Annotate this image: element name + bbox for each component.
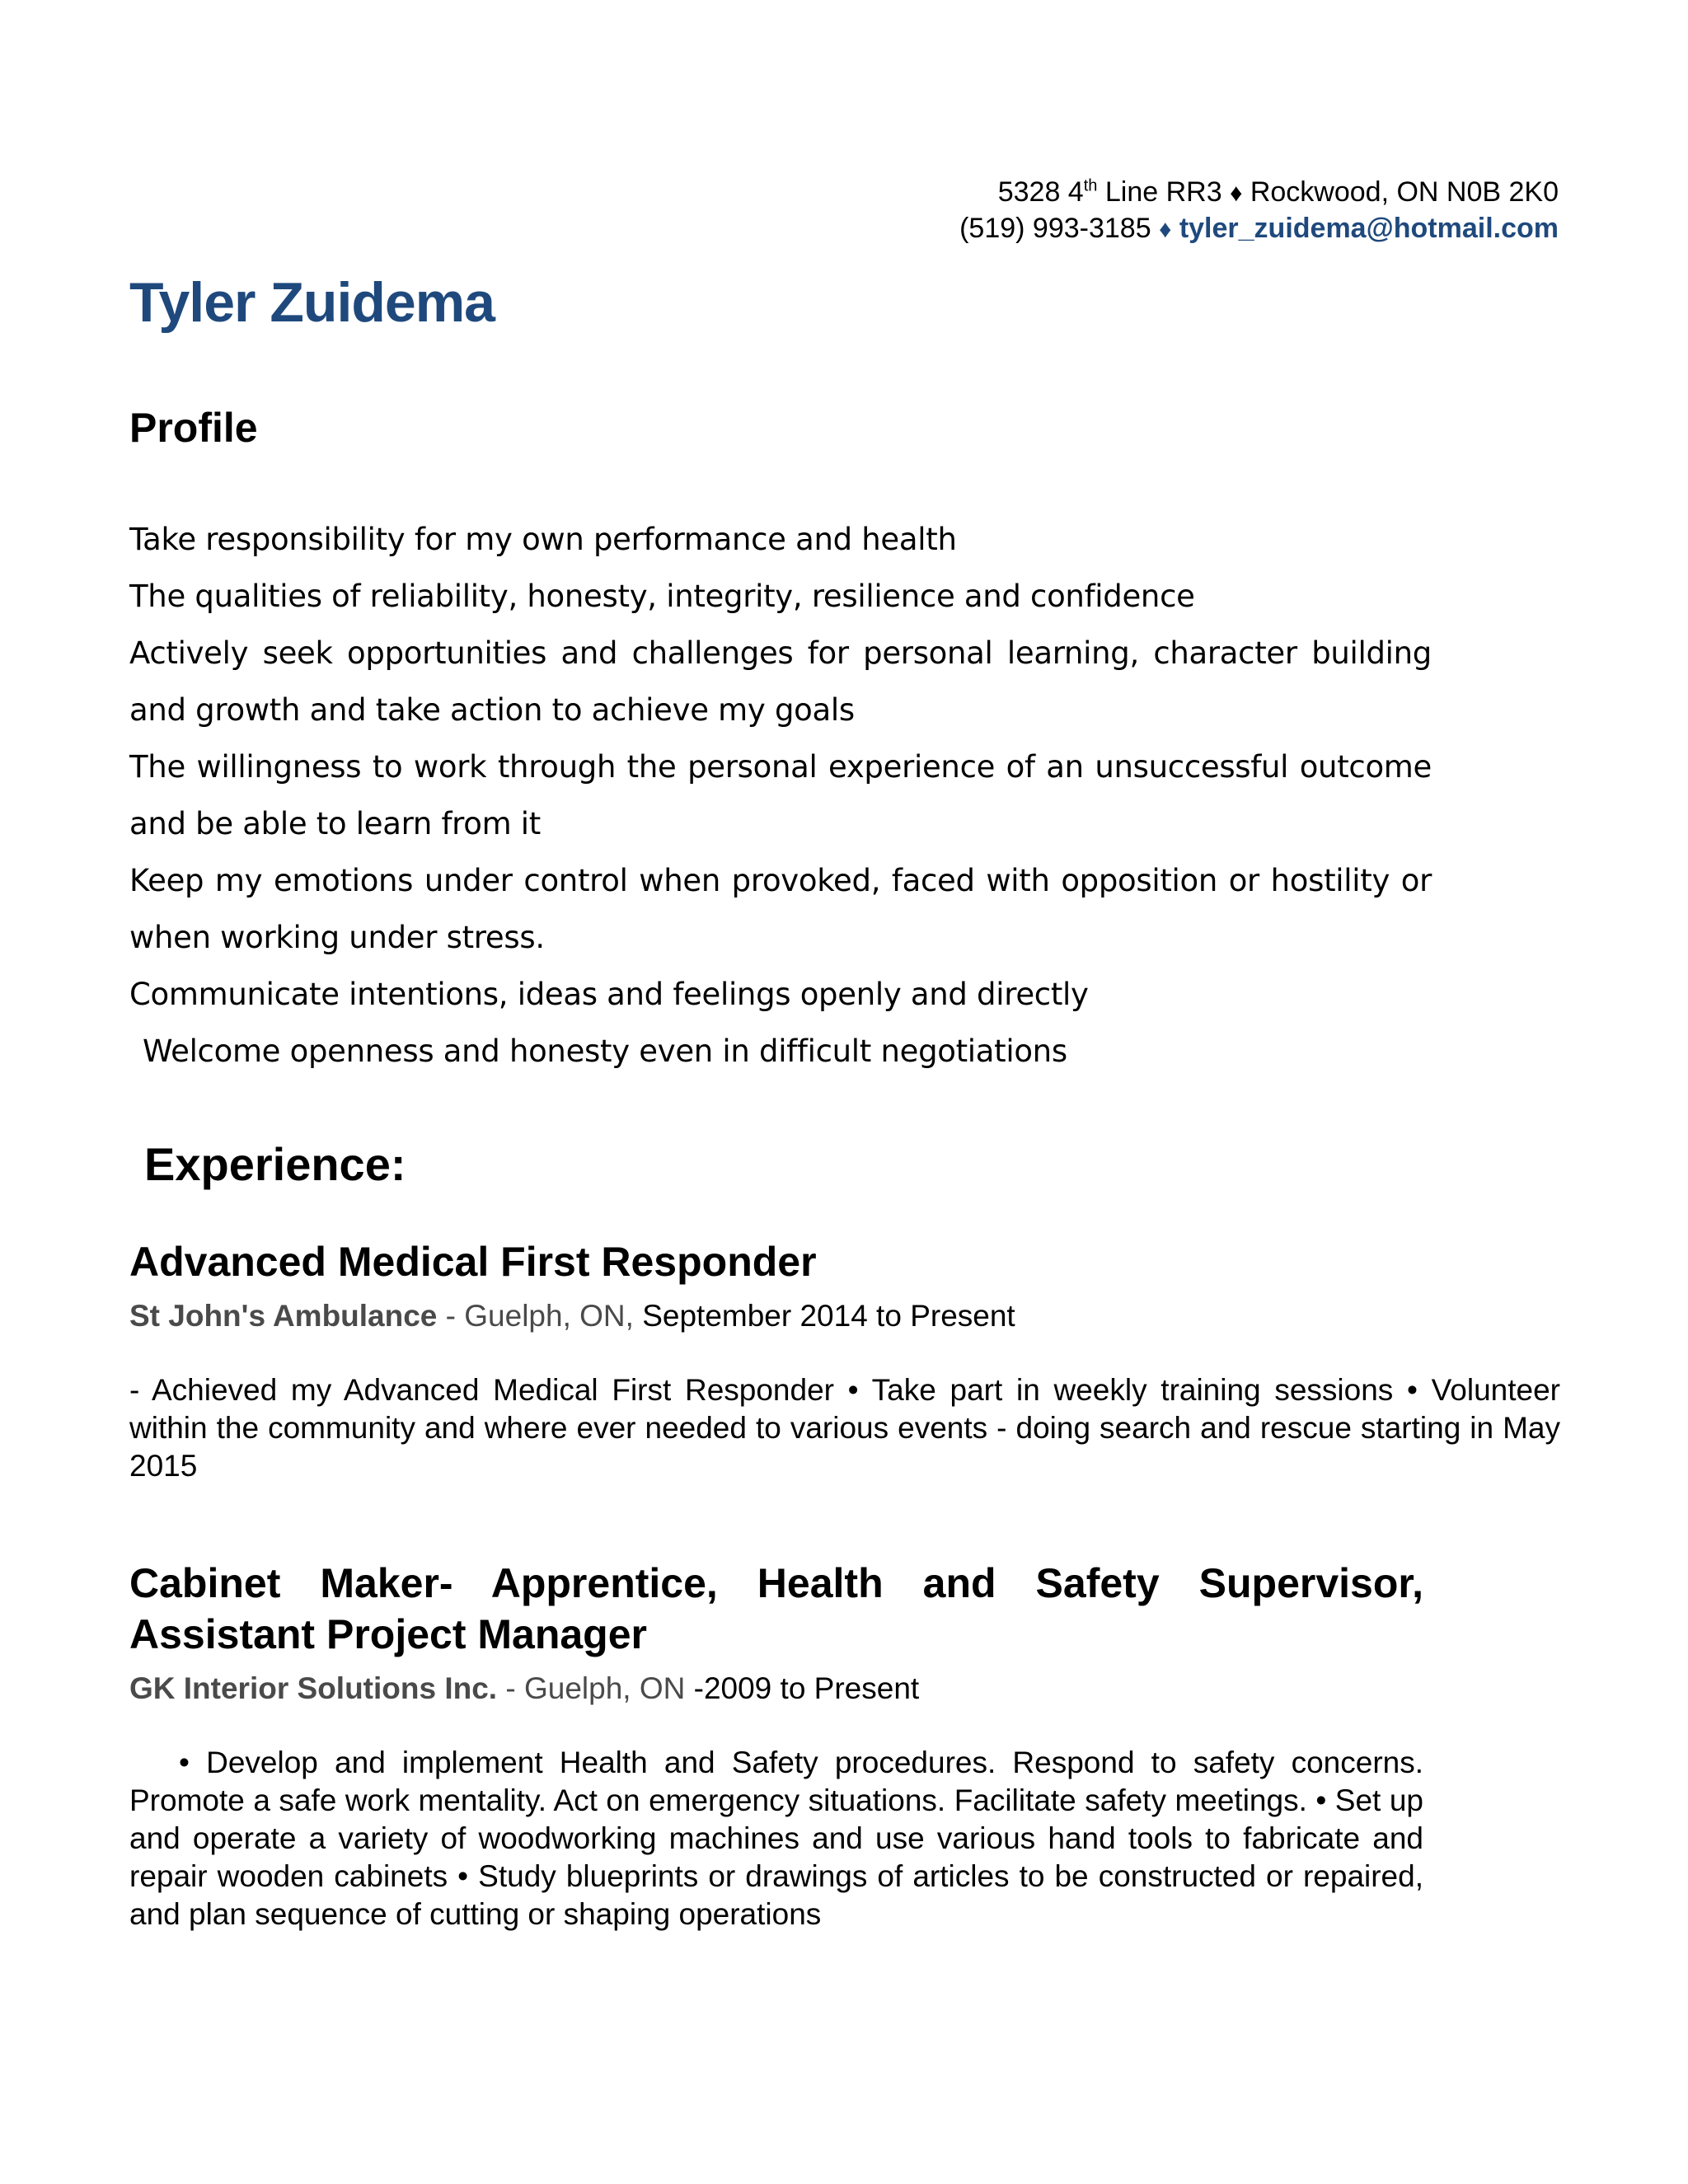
job-description-text: • Develop and implement Health and Safety procedures. Respond to safety concerns. Promote a safe work mentality. Act on emergency situations. Facilitate safety meetings. • Set up and operate a variety of woodworking machines and use various hand tools to fabricate and repair wooden cabinets • Study blueprints or drawings of articles to be constructed or repaired, and plan sequence of cutting or shaping operations <box>129 1746 1423 1931</box>
profile-line: Actively seek opportunities and challenges for personal learning, character building <box>129 635 1432 671</box>
phone-number: (519) 993-3185 <box>959 213 1151 244</box>
email-link[interactable]: tyler_zuidema@hotmail.com <box>1179 213 1559 244</box>
job-entry <box>129 1558 1423 1933</box>
profile-section <box>129 511 1432 1080</box>
separator-diamond-icon: ♦ <box>1159 216 1172 243</box>
profile-line: The qualities of reliability, honesty, integrity, resilience and confidence <box>129 579 1195 614</box>
profile-line: Communicate intentions, ideas and feelings openly and directly <box>129 977 1089 1012</box>
job-description: - Achieved my Advanced Medical First Responder • Take part in weekly training sessions • Volunteer within the community and where ever needed to various events - doing search and rescue starting in May 2015 <box>129 1373 1560 1483</box>
address-street: Line RR3 <box>1097 176 1222 208</box>
job-organization: St John's Ambulance <box>129 1299 438 1333</box>
experience-heading: Experience: <box>144 1138 406 1190</box>
separator-diamond-icon: ♦ <box>1230 180 1243 207</box>
profile-line: Welcome openness and honesty even in difficult negotiations <box>143 1033 1067 1069</box>
job-title: Advanced Medical First Responder <box>129 1239 817 1285</box>
profile-line: Take responsibility for my own performance and health <box>129 522 957 557</box>
profile-line: The willingness to work through the personal experience of an unsuccessful outcome <box>129 749 1432 785</box>
address-ordinal: th <box>1083 176 1098 195</box>
candidate-name: Tyler Zuidema <box>129 271 495 334</box>
job-organization: GK Interior Solutions Inc. <box>129 1671 498 1705</box>
profile-line: when working under stress. <box>129 920 545 955</box>
contact-block <box>959 175 1559 247</box>
profile-line: and be able to learn from it <box>129 806 541 841</box>
address-line <box>959 175 1559 211</box>
job-meta <box>129 1670 1423 1708</box>
job-title: Cabinet Maker- Apprentice, Health and Safety Supervisor, Assistant Project Manager <box>129 1560 1423 1657</box>
job-location: - Guelph, ON <box>497 1671 686 1705</box>
address-city: Rockwood, ON N0B 2K0 <box>1250 176 1559 208</box>
address-number: 5328 4 <box>997 176 1084 208</box>
job-entry <box>129 1236 1560 1485</box>
phone-email-line <box>959 211 1559 247</box>
job-location: - Guelph, ON, <box>437 1299 634 1333</box>
job-dates: -2009 to Present <box>685 1671 920 1705</box>
profile-line: and growth and take action to achieve my goals <box>129 692 855 728</box>
profile-line: Keep my emotions under control when provoked, faced with opposition or hostility or <box>129 863 1432 898</box>
job-description <box>129 1744 1423 1933</box>
job-meta <box>129 1297 1560 1335</box>
profile-heading: Profile <box>129 405 258 451</box>
job-dates: September 2014 to Present <box>633 1299 1015 1333</box>
